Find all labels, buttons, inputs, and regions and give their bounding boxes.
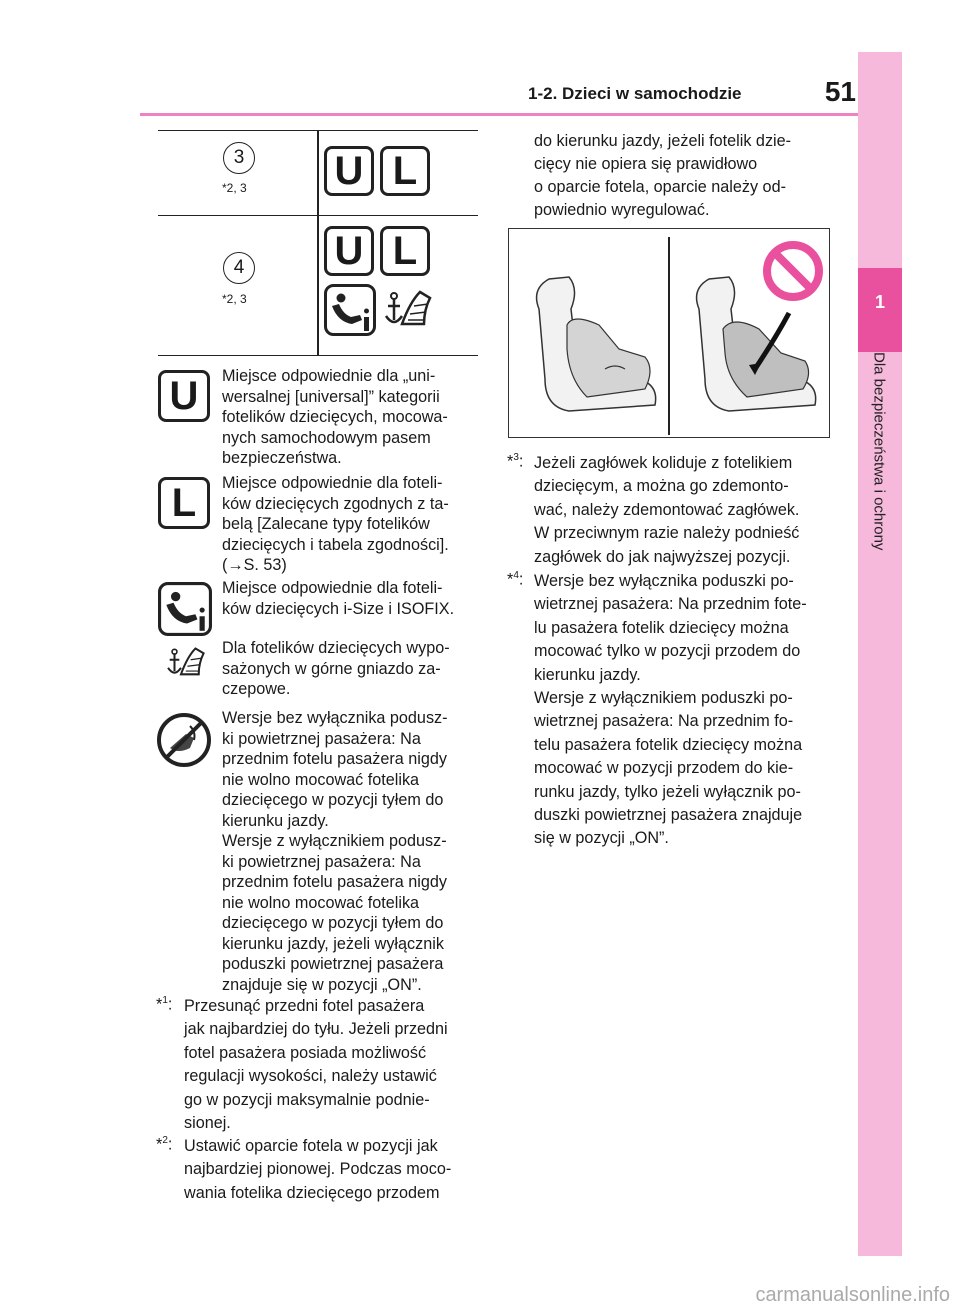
universal-badge: U	[324, 146, 374, 196]
page-number: 51	[824, 76, 856, 107]
universal-badge: U	[324, 226, 374, 276]
table-row-divider	[158, 215, 478, 216]
footnote-3-text: Jeżeli zagłówek koliduje z fotelikiem dziecięcym, a można go zdemonto- wać, należy zdemontować zagłówek. W przeciwnym razie należy podnieść zagłówek do jak najwyższej pozycji.	[534, 454, 800, 566]
footnote-1-text: Przesunąć przedni fotel pasażera jak najbardziej do tyłu. Jeżeli przedni fotel pasażera posiada możliwość regulacji wysokości, należy ustawić go w pozycji maksymalnie podnie- sionej.	[184, 997, 448, 1133]
footnote-marker: *$^1$:	[156, 995, 173, 1014]
top-tether-icon	[380, 284, 434, 336]
legend-tether-text: Dla fotelików dziecięcych wypo- sażonych w górne gniazdo za- czepowe.	[222, 639, 450, 698]
isize-isofix-icon	[324, 284, 376, 336]
side-tab	[858, 52, 902, 1256]
seat-position-4: 4	[223, 252, 255, 284]
top-tether-icon	[156, 642, 214, 684]
legend-l-text: Miejsce odpowiednie dla foteli- ków dziecięcych zgodnych z ta- belą [Zalecane typy fotelików dziecięcych i tabela zgodności]. (→S. 53)	[222, 474, 449, 574]
universal-legend-icon: U	[158, 370, 210, 422]
seat-note: *2, 3	[222, 181, 247, 195]
legend-no-rear-text: Wersje bez wyłącznika podusz- ki powietrznej pasażera: Na przednim fotelu pasażera nigdy nie wolno mocować fotelika dziecięcego w pozycji tyłem do kierunku jazdy. Wersje z wyłącznikiem podusz- ki powietrznej pasażera: Na przednim fotelu pasażera nigdy nie wolno mocować fotelika dziecięcego w pozycji tyłem do kierunku jazdy, jeżeli wyłącznik poduszki powietrznej pasażera znajduje się w pozycji „ON”.	[222, 709, 448, 994]
prohibited-icon	[761, 239, 825, 303]
watermark: carmanualsonline.info	[755, 1284, 950, 1306]
right-intro-text: do kierunku jazdy, jeżeli fotelik dzie- cięcy nie opiera się prawidłowo o oparcie fotela, oparcie należy od- powiednio wyregulować.	[534, 132, 792, 219]
section-title: 1-2. Dzieci w samochodzie	[528, 84, 742, 103]
footnote-4-text: Wersje bez wyłącznika poduszki po- wietrznej pasażera: Na przednim fote- lu pasażera fotelik dziecięcy można mocować tylko w pozycji przodem do kierunku jazdy. Wersje z wyłącznikiem poduszki po- wietrznej pasażera: Na przednim fo- telu pasażera fotelik dziecięcy można mocować w pozycji przodem do kie- runku jazdy, tylko jeżeli wyłącznik po- duszki powietrznej pasażera znajduje się w pozycji „ON”.	[534, 572, 807, 848]
footnote-marker: *$^3$:	[507, 452, 524, 471]
footnote-marker: *$^4$:	[507, 570, 524, 589]
seat-note: *2, 3	[222, 292, 247, 306]
no-rear-facing-icon	[156, 712, 212, 768]
table-divider	[317, 130, 319, 356]
chapter-label: Dla bezpieczeństwa i ochrony	[870, 352, 888, 551]
legend-universal-text: Miejsce odpowiednie dla „uni- wersalnej [universal]” kategorii fotelików dziecięcych, mocowa- nych samochodowym pasem bezpieczeństwa.	[222, 367, 448, 467]
seat-illustration	[508, 228, 830, 438]
seat-position-3: 3	[223, 142, 255, 174]
l-category-badge: L	[380, 146, 430, 196]
chapter-number: 1	[874, 292, 885, 312]
footnote-2-text: Ustawić oparcie fotela w pozycji jak najbardziej pionowej. Podczas moco- wania fotelika dziecięcego przodem	[184, 1137, 452, 1202]
legend-isize-text: Miejsce odpowiednie dla foteli- ków dziecięcych i-Size i ISOFIX.	[222, 579, 455, 618]
footnote-marker: *$^2$:	[156, 1135, 173, 1154]
l-category-badge: L	[380, 226, 430, 276]
isize-isofix-icon	[158, 582, 212, 636]
header-rule	[140, 113, 858, 116]
l-legend-icon: L	[158, 477, 210, 529]
